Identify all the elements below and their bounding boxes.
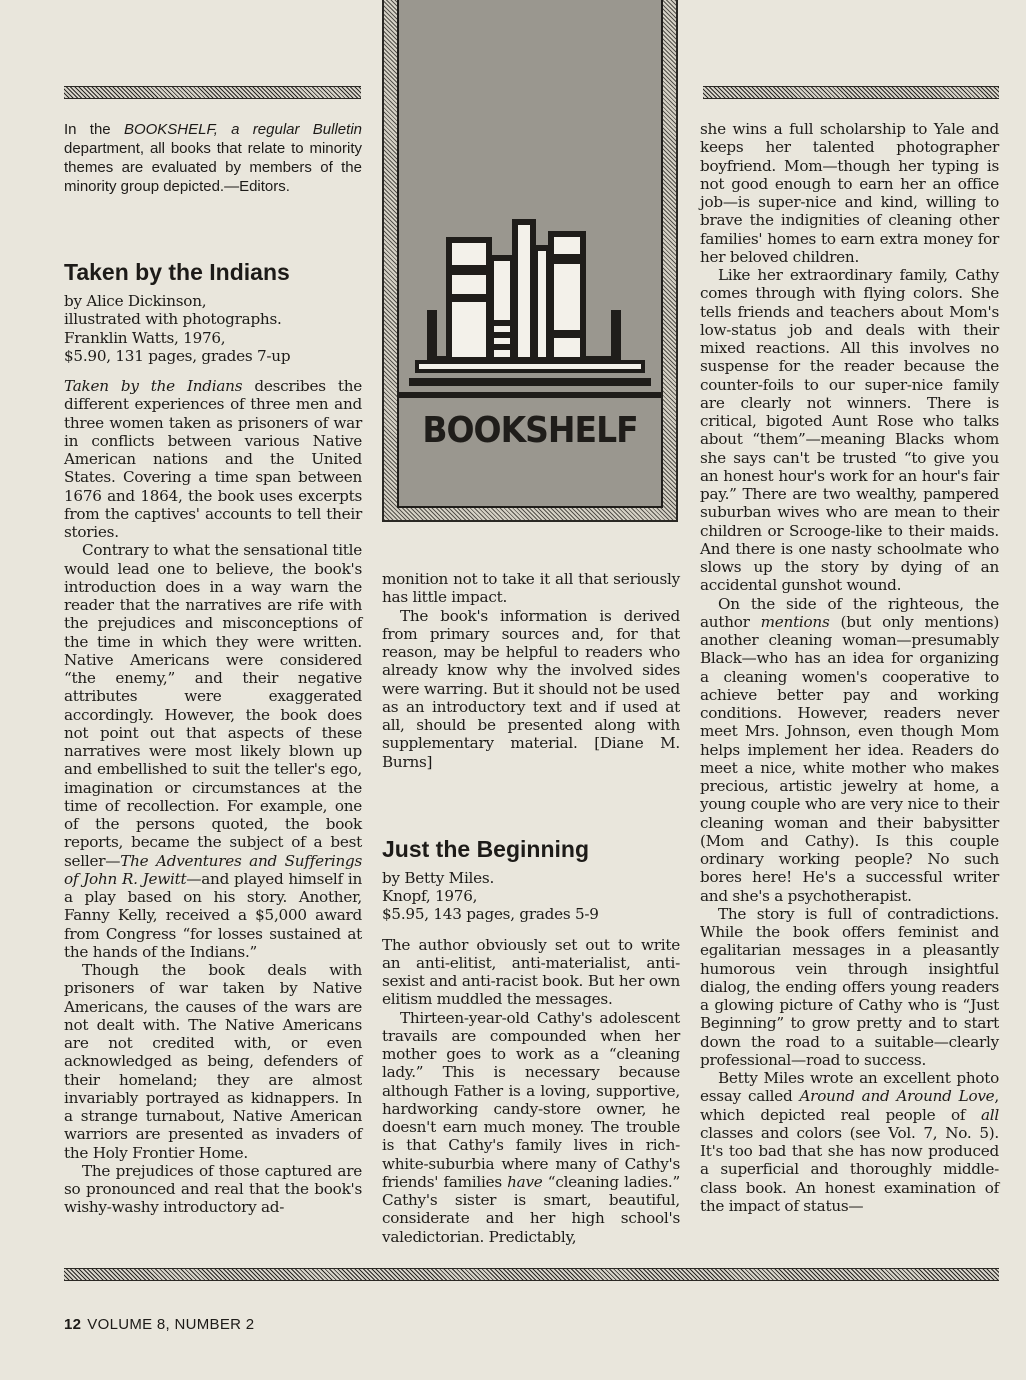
paragraph-text: , which depicted real people of — [700, 1087, 999, 1124]
review-body-2-continued — [700, 120, 999, 1215]
emphasis: have — [507, 1172, 543, 1191]
paragraph: The story is full of contradictions. While the book offers feminist and egalitarian messages in a pleasantly humorous vein through insightful dialog, the ending offers young readers a glowing picture of Cathy who is “Just Beginning” to grow pretty and to start down the road to a suitable—clearly professional—road to success. — [700, 904, 999, 1069]
page-number: 12 — [64, 1316, 82, 1333]
paragraph-text: Contrary to what the sensational title would lead one to believe, the book's introduction does in a way warn the reader that the narratives are rife with the prejudices and misconceptions of the time in which they were written. Native Americans were considered “the enemy,” and their negative attributes were exaggerated accordingly. However, the book does not point out that aspects of these narratives were most likely blown up and embellished to suit the teller's ego, imagination or circumstances at the time of recollection. For example, one of the persons quoted, the book reports, became the subject of a best seller— — [64, 541, 362, 870]
review-biblio-1 — [64, 292, 362, 365]
paragraph: The prejudices of those captured are so pronounced and real that the book's wishy-washy introductory ad- — [64, 1161, 362, 1217]
top-rule-right — [703, 86, 999, 99]
paragraph: she wins a full scholarship to Yale and keeps her talented photographer boyfriend. Mom—though her typing is not good enough to earn her an office job—is super-nice and kind, willing to brave the indignities of cleaning other families' homes to earn extra money for her beloved children. — [700, 120, 999, 266]
review-title-taken-by-the-indians: Taken by the Indians — [64, 259, 290, 285]
intro-bookshelf-name: BOOKSHELF, a regular Bulletin — [123, 121, 362, 138]
biblio-line: Knopf, 1976, — [382, 887, 478, 905]
emphasis: all — [980, 1105, 999, 1124]
bookshelf-logo-inner — [397, 0, 663, 508]
review-title-just-the-beginning: Just the Beginning — [382, 835, 589, 862]
top-rule-left — [64, 86, 361, 99]
intro-text-end: department, all books that relate to minority themes are evaluated by members of the minority group depicted.—Editors. — [64, 140, 362, 195]
page-footer — [64, 1316, 254, 1333]
paragraph-text: “cleaning ladies.” Cathy's sister is smart, beautiful, considerate and her high school's valedictorian. Predictably, — [382, 1172, 680, 1246]
paragraph — [64, 541, 362, 961]
column-middle — [382, 570, 680, 1246]
paragraph — [64, 377, 362, 541]
issue-label: VOLUME 8, NUMBER 2 — [87, 1316, 255, 1333]
paragraph — [382, 1009, 680, 1246]
paragraph: Like her extraordinary family, Cathy comes through with flying colors. She tells friends and teachers about Mom's low-status job and deals with their mixed reactions. All this involves no suspense for the reader because the counter-foils to our super-nice family are clearly not winners. There is critical, bigoted Aunt Rose who talks about “them”—meaning Blacks whom she says can't be trusted “to give you an honest hour's work for an hour's fair pay.” There are two wealthy, pampered suburban wives who are mean to their children or Scrooge-like to their maids. And there is one nasty schoolmate who slows up the story by dying of an accidental gunshot wound. — [700, 266, 999, 595]
paragraph — [700, 1069, 999, 1215]
paragraph-text: (but only mentions) another cleaning woman—presumably Black—who has an idea for organizing a cleaning women's cooperative to achieve better pay and working conditions. However, readers never meet Mrs. Johnson, even though Mom helps implement her idea. Readers do meet a nice, white mother who makes precious, artistic jewelry at home, a young couple who are very nice to their cleaning woman and their babysitter (Mom and Cathy). Is this couple ordinary working people? No such bores here! He's a successful writer and she's a psychotherapist. — [700, 612, 1000, 905]
bookshelf-logo-text: BOOKSHELF — [422, 408, 638, 451]
emphasis: mentions — [760, 612, 830, 631]
biblio-line: Franklin Watts, 1976, — [64, 328, 226, 347]
biblio-line: by Alice Dickinson, — [64, 292, 207, 310]
book-title-italic: Taken by the Indians — [64, 377, 243, 395]
biblio-line: $5.90, 131 pages, grades 7-up — [64, 346, 291, 365]
paragraph — [700, 595, 999, 905]
bookshelf-icon — [399, 210, 661, 420]
paragraph-text: —and played himself in a play based on his story. Another, Fanny Kelly, received a $5,000 award from Congress “for losses sustained at the hands of the Indians.” — [64, 869, 362, 961]
book-title-italic: Around and Around Love — [799, 1087, 995, 1106]
paragraph-text: On the side of the righteous, the author — [700, 594, 999, 631]
paragraph: monition not to take it all that seriously has little impact. — [382, 570, 680, 607]
column-left — [64, 120, 362, 1217]
department-intro — [64, 120, 362, 196]
bookshelf-logo-panel — [382, 0, 678, 522]
intro-text: In the — [64, 121, 124, 138]
paragraph-text: classes and colors (see Vol. 7, No. 5). It's too bad that she has now produced a superficial and thoroughly middle-class book. An honest examination of the impact of status— — [700, 1123, 999, 1215]
paragraph-text: Betty Miles wrote an excellent photo essay called — [700, 1069, 999, 1106]
column-right — [700, 120, 999, 1215]
review-biblio-2 — [382, 869, 680, 924]
review-body-1 — [64, 377, 362, 1217]
paragraph-text: Thirteen-year-old Cathy's adolescent travails are compounded when her mother goes to work as a “cleaning lady.” This is necessary because although Father is a loving, supportive, hardworking candy-store owner, he doesn't earn much money. The trouble is that Cathy's family lives in rich-white-suburbia where many of Cathy's friends' families — [382, 1008, 680, 1191]
biblio-line: $5.95, 143 pages, grades 5-9 — [382, 905, 599, 924]
paragraph: The author obviously set out to write an anti-elitist, anti-materialist, anti-sexist and anti-racist book. But her own elitism muddled the messages. — [382, 935, 680, 1009]
bottom-rule — [64, 1268, 999, 1281]
paragraph: The book's information is derived from primary sources and, for that reason, may be helpful to readers who already know why the involved sides were warring. But it should not be used as an introductory text and if used at all, should be presented along with supplementary material. [Diane M. Burns] — [382, 606, 680, 771]
book-title-italic: The Adventures and Sufferings of John R. Jewitt — [64, 851, 362, 888]
review-body-1-continued — [382, 570, 680, 771]
review-body-2 — [382, 936, 680, 1246]
biblio-line: illustrated with photographs. — [64, 310, 282, 329]
biblio-line: by Betty Miles. — [382, 868, 495, 887]
paragraph-text: describes the different experiences of three men and three women taken as prisoners of war in conflicts between various Native American nations and the United States. Covering a time span between 1676 and 1864, the book uses excerpts from the captives' accounts to tell their stories. — [64, 377, 362, 541]
paragraph: Though the book deals with prisoners of war taken by Native Americans, the causes of the wars are not dealt with. The Native Americans are not credited with, or even acknowledged as being, defenders of their homeland; they are almost invariably portrayed as kidnappers. In a strange turnabout, Native American warriors are presented as invaders of the Holy Frontier Home. — [64, 961, 362, 1162]
